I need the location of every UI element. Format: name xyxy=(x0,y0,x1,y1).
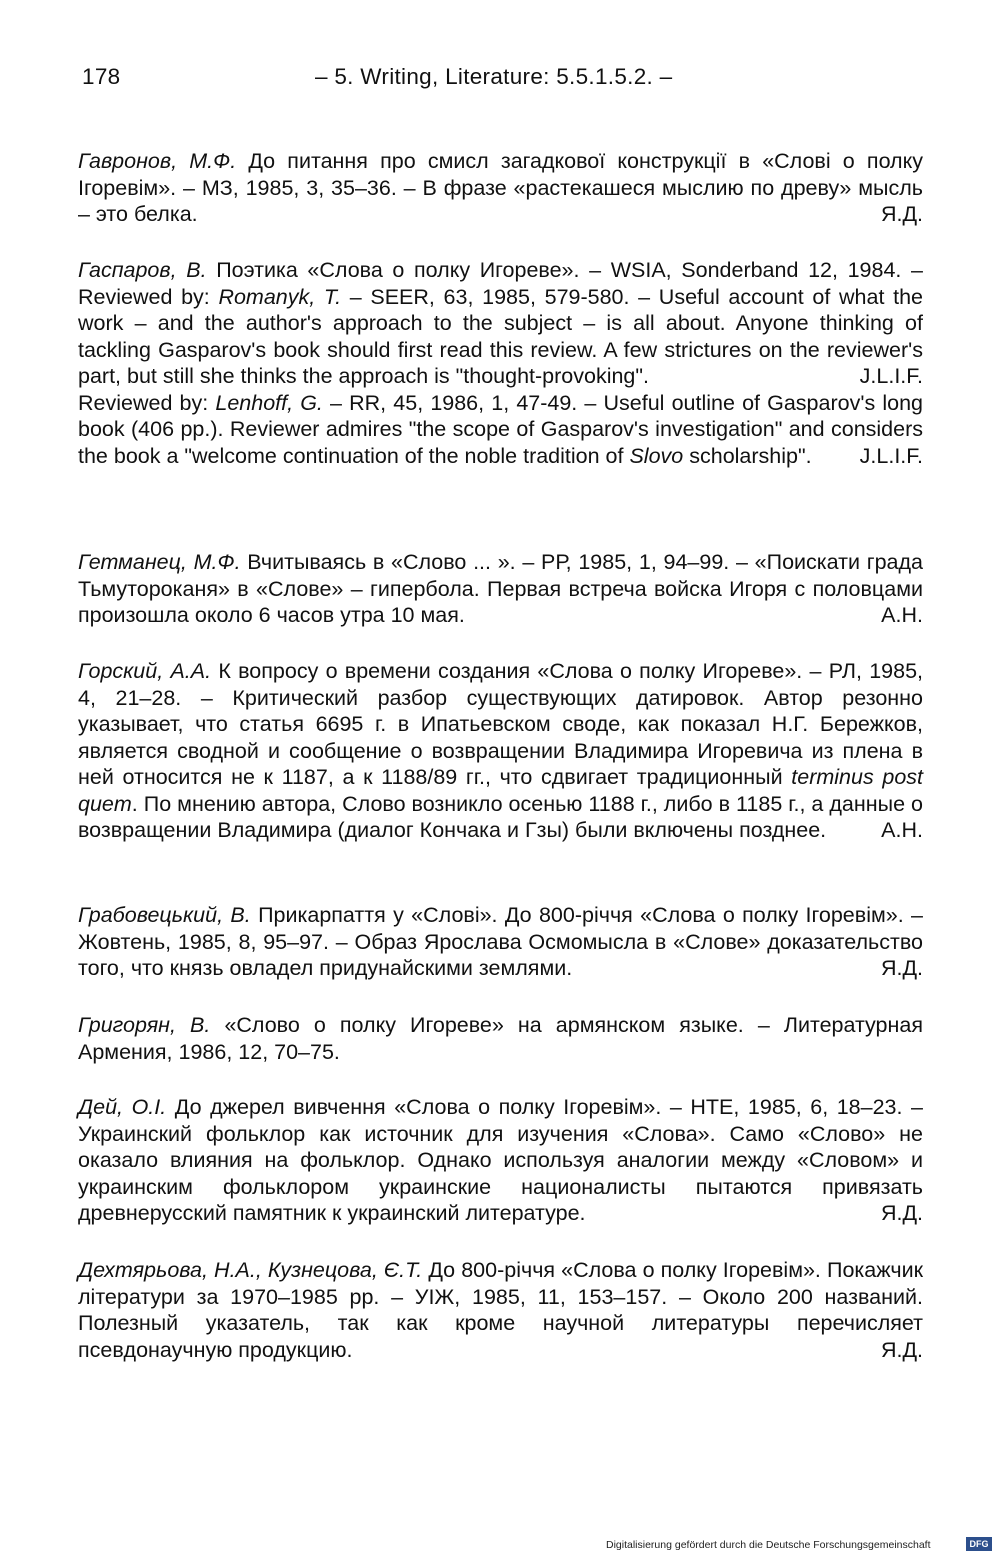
entry-author: Горский, А.А. xyxy=(78,659,212,683)
reviewer-initials: J.L.I.F. xyxy=(859,364,923,388)
entry-text: Прикарпаття у «Слові». До 800-річчя «Слова о полку Ігоревім». – Жовтень, 1985, 8, 95–97. – Образ Ярослава Осмомысла в «Слове» доказательство того, что князь овладел придунайскими землями. xyxy=(78,903,923,980)
entry-author: Дехтярьова, Н.А., Кузнецова, Є.Т. xyxy=(78,1258,423,1282)
bibliography-entry xyxy=(78,1257,923,1363)
reviewer-name: Romanyk, T. xyxy=(218,284,342,309)
reviewer-initials: Я.Д. xyxy=(880,1201,923,1225)
dfg-logo: DFG xyxy=(966,1537,992,1551)
bibliography-entry xyxy=(78,1094,923,1227)
entry-text: До 800-річчя «Слова о полку Ігоревім». Покажчик літератури за 1970–1985 рр. – УІЖ, 1985, 11, 153–157. – Около 200 названий. Полезный указатель, так как кроме научной литературы перечисляет псевдонаучную продукцию. xyxy=(78,1258,923,1362)
entry-author: Грабовецький, В. xyxy=(78,903,251,927)
reviewer-initials: J.L.I.F. xyxy=(859,443,923,468)
bibliography-entry xyxy=(78,658,923,844)
entry-author: Григорян, В. xyxy=(78,1013,211,1037)
entry-text: Поэтика «Слова о полку Игореве». – WSIA, Sonderband 12, 1984. – Reviewed by: xyxy=(78,258,923,309)
page-number: 178 xyxy=(82,64,121,89)
bibliography-entry xyxy=(78,257,923,469)
entry-text: К вопросу о времени создания «Слова о полку Игореве». – РЛ, 1985, 4, 21–28. – Критический разбор существующих датировок. Автор резонно указывает, что статья 6695 г. в Ипатьевском своде, как показал Н.Г. Бережков, является сводной и сообщение о возвращении Владимира Игоревича из плена в ней относится не к 1187, а к 1188/89 гг., что сдвигает традиционный xyxy=(78,659,924,789)
entry-author: Дей, О.І. xyxy=(78,1095,167,1119)
entry-text: До питання про смисл загадкової конструкції в «Слові о полку Ігоревім». – МЗ, 1985, 3, 35–36. – В фразе «растекашеся мыслию по древу» мысль – это белка. xyxy=(78,149,923,226)
reviewer-initials: А.Н. xyxy=(881,818,923,842)
entry-text: scholarship". xyxy=(683,443,812,468)
entry-text: – SEER, 63, 1985, 579-580. – Useful account of what the work – and the author's approach to the subject – is all about. Anyone thinking of tackling Gasparov's book should first read this review. A few strictures on the reviewer's part, but still she thinks the approach is "thought-provoking". xyxy=(78,284,923,388)
reviewer-name: Lenhoff, G. xyxy=(215,390,323,415)
bibliography-entry xyxy=(78,148,923,228)
bibliography-entry xyxy=(78,1012,923,1065)
entry-text: До джерел вивчення «Слова о полку Ігоревім». – НТЕ, 1985, 6, 18–23. – Украинский фольклор как источник для изучения «Слова». Само «Слово» не оказало влияния на фольклор. Однако используя аналогии между «Словом» и украинским фольклором украинские националисты пытаются привязать древнерусский памятник к украинский литературе. xyxy=(78,1095,923,1225)
bibliography-entry xyxy=(78,902,923,982)
reviewer-initials: Я.Д. xyxy=(880,202,923,226)
reviewer-initials: Я.Д. xyxy=(880,1337,923,1362)
entry-author: Гаспаров, В. xyxy=(78,258,207,282)
entry-text: Вчитываясь в «Слово ... ». – РР, 1985, 1, 94–99. – «Поискати града Тьмутороканя» в «Слове» – гипербола. Первая встреча войска Игоря с половцами произошла около 6 часов утра 10 мая. xyxy=(78,550,923,627)
entry-author: Гетманец, М.Ф. xyxy=(78,550,241,574)
running-head: – 5. Writing, Literature: 5.5.1.5.2. – xyxy=(315,64,673,89)
entry-text: Reviewed by: xyxy=(78,390,216,415)
reviewer-initials: А.Н. xyxy=(881,603,923,627)
entry-text: «Слово о полку Игореве» на армянском языке. – Литературная Армения, 1986, 12, 70–75. xyxy=(78,1013,923,1064)
reviewer-initials: Я.Д. xyxy=(880,956,923,980)
entry-author: Гавронов, М.Ф. xyxy=(78,149,237,173)
footer-text: Digitalisierung gefördert durch die Deutsche Forschungsgemeinschaft xyxy=(606,1539,931,1551)
italic-title: Slovo xyxy=(629,443,684,468)
entry-text: – RR, 45, 1986, 1, 47-49. – Useful outline of Gasparov's long book (406 pp.). Reviewer admires "the scope of Gasparov's investigation" and considers the book a "welcome continuation of the noble tradition of xyxy=(78,390,923,468)
page-header xyxy=(80,64,925,100)
italic-term: terminus post quem xyxy=(78,765,923,816)
bibliography-entry xyxy=(78,549,923,629)
digitization-footer xyxy=(606,1536,1000,1556)
entry-text: . По мнению автора, Слово возникло осенью 1188 г., либо в 1185 г., а данные о возвращении Владимира (диалог Кончака и Гзы) были включены позднее. xyxy=(78,791,923,842)
